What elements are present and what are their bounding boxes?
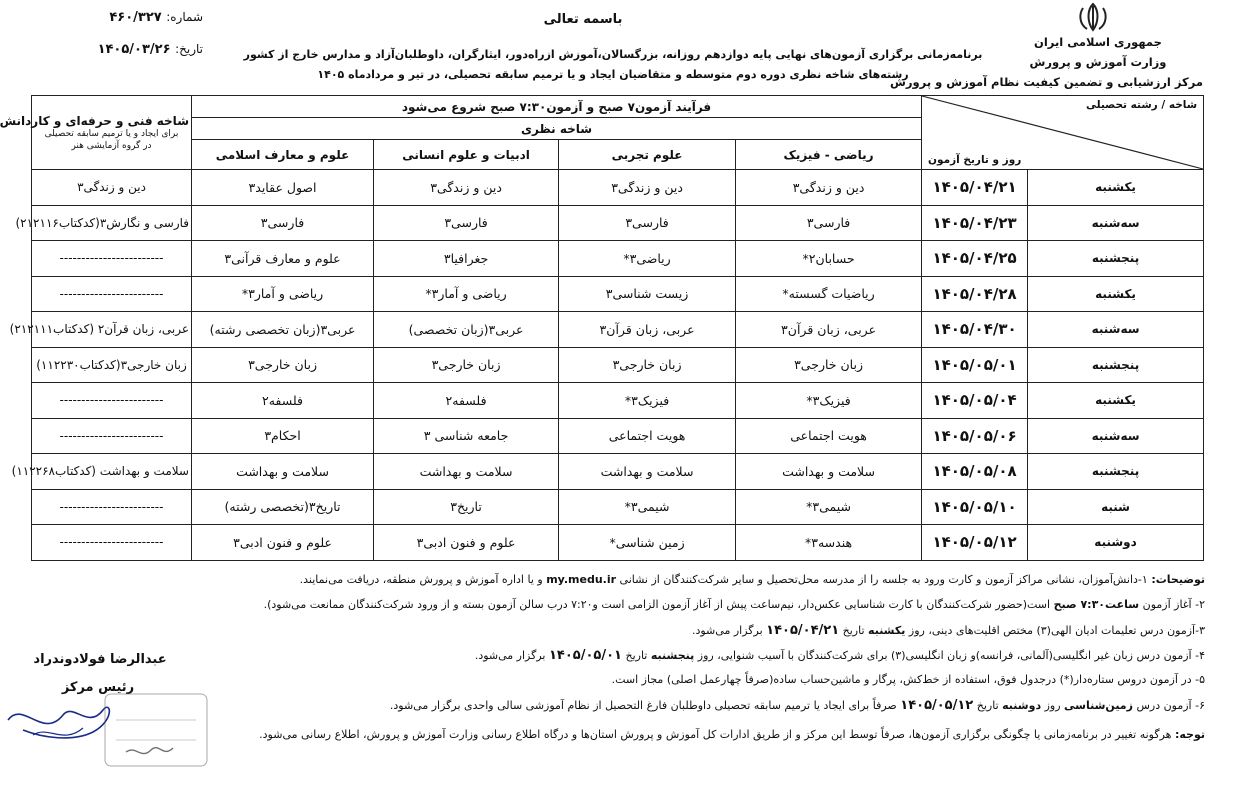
column-header-humanities: ادبیات و علوم انسانی bbox=[374, 140, 559, 170]
cell-date: ۱۴۰۵/۰۵/۰۱ bbox=[922, 347, 1028, 383]
cell-experimental: هویت اجتماعی bbox=[559, 418, 736, 454]
cell-math: هندسه۳* bbox=[736, 525, 922, 561]
cell-experimental: فیزیک۳* bbox=[559, 383, 736, 419]
table-row bbox=[32, 276, 1204, 312]
table-row bbox=[32, 170, 1204, 206]
vocational-header bbox=[0, 96, 192, 170]
note-6-subject: زمین‌شناسی bbox=[1064, 699, 1133, 712]
cell-experimental: ریاضی۳* bbox=[559, 241, 736, 277]
cell-vocational: سلامت و بهداشت (کدکتاب۱۱۲۲۶۸) bbox=[32, 454, 192, 490]
cell-experimental: زیست شناسی۳ bbox=[559, 276, 736, 312]
column-header-islamic: علوم و معارف اسلامی bbox=[192, 140, 374, 170]
date-label: تاریخ: bbox=[175, 42, 203, 56]
title-line-1: برنامه‌زمانی برگزاری آزمون‌های نهایی پایه دوازدهم روزانه، بزرگسالان،آموزش ازراه‌دور، ایثارگران، داوطلبان‌آزاد و مدارس خارج از کشور bbox=[243, 48, 983, 61]
emblem-icon bbox=[1073, 2, 1113, 32]
cell-vocational: دین و زندگی۳ bbox=[32, 170, 192, 206]
note-6 bbox=[390, 698, 1205, 713]
cell-day: پنجشنبه bbox=[1028, 241, 1204, 277]
note-6-c: روز bbox=[1044, 699, 1061, 712]
note-1-text: ۱-دانش‌آموزان، نشانی مراکز آزمون و کارت ورود به جلسه را از مدرسه محل‌تحصیل و سایر شرکت‌کنندگان از نشانی bbox=[619, 573, 1148, 586]
document-number bbox=[43, 10, 203, 25]
cell-experimental: فارسی۳ bbox=[559, 205, 736, 241]
note-3-date: ۱۴۰۵/۰۴/۲۱ bbox=[766, 623, 840, 638]
cell-day: شنبه bbox=[1028, 489, 1204, 525]
table-row bbox=[32, 347, 1204, 383]
table-row bbox=[32, 205, 1204, 241]
cell-humanities: سلامت و بهداشت bbox=[374, 454, 559, 490]
note-5: ۵- در آزمون دروس ستاره‌دار(*) درجدول فوق، استفاده از خط‌کش، پرگار و ماشین‌حساب ساده(صرفاً چهارعمل اصلی) مجاز است. bbox=[611, 673, 1205, 686]
cell-math: حسابان۲* bbox=[736, 241, 922, 277]
title-line-2: رشته‌های شاخه نظری دوره دوم متوسطه و متقاضیان ایجاد و یا ترمیم سابقه تحصیلی، در تیر و مردادماه ۱۴۰۵ bbox=[317, 68, 909, 81]
number-label: شماره: bbox=[166, 10, 203, 24]
cell-islamic: فلسفه۲ bbox=[192, 383, 374, 419]
table-row bbox=[32, 383, 1204, 419]
cell-math: زبان خارجی۳ bbox=[736, 347, 922, 383]
cell-date: ۱۴۰۵/۰۵/۰۶ bbox=[922, 418, 1028, 454]
note-4-day: پنجشنبه bbox=[650, 649, 695, 662]
cell-humanities: علوم و فنون ادبی۳ bbox=[374, 525, 559, 561]
cell-math: سلامت و بهداشت bbox=[736, 454, 922, 490]
cell-experimental: سلامت و بهداشت bbox=[559, 454, 736, 490]
cell-date: ۱۴۰۵/۰۴/۲۱ bbox=[922, 170, 1028, 206]
cell-islamic: زبان خارجی۳ bbox=[192, 347, 374, 383]
cell-day: سه‌شنبه bbox=[1028, 312, 1204, 348]
table-row bbox=[32, 418, 1204, 454]
cell-day: سه‌شنبه bbox=[1028, 205, 1204, 241]
note-2 bbox=[264, 598, 1205, 611]
official-stamp bbox=[101, 690, 211, 770]
cell-date: ۱۴۰۵/۰۴/۲۵ bbox=[922, 241, 1028, 277]
cell-math: هویت اجتماعی bbox=[736, 418, 922, 454]
cell-vocational: فارسی و نگارش۳(کدکتاب۲۱۲۱۱۶) bbox=[32, 205, 192, 241]
cell-experimental: زبان خارجی۳ bbox=[559, 347, 736, 383]
cell-islamic: علوم و فنون ادبی۳ bbox=[192, 525, 374, 561]
portal-link[interactable]: my.medu.ir bbox=[546, 573, 617, 586]
table-row bbox=[32, 525, 1204, 561]
org-line-country: جمهوری اسلامی ایران bbox=[1034, 35, 1162, 49]
note-3-e: برگزار می‌شود. bbox=[691, 624, 763, 637]
note-3-day: یکشنبه bbox=[868, 624, 906, 637]
note-4-c: تاریخ bbox=[625, 649, 648, 662]
cell-math: دین و زندگی۳ bbox=[736, 170, 922, 206]
signatory-role: رئیس مرکز bbox=[61, 680, 135, 695]
corner-header bbox=[922, 96, 1204, 170]
cell-date: ۱۴۰۵/۰۵/۱۰ bbox=[922, 489, 1028, 525]
note-1 bbox=[300, 573, 1205, 586]
cell-day: یکشنبه bbox=[1028, 276, 1204, 312]
cell-vocational: ------------------------ bbox=[32, 418, 192, 454]
cell-date: ۱۴۰۵/۰۵/۰۸ bbox=[922, 454, 1028, 490]
corner-bottom-label: روز و تاریخ آزمون bbox=[928, 154, 1022, 166]
heading: باسمه تعالی bbox=[543, 12, 623, 27]
note-2-a: ۲- آغاز آزمون bbox=[1142, 598, 1205, 611]
note-2-time: ساعت۷:۳۰ صبح bbox=[1053, 598, 1140, 611]
cell-experimental: دین و زندگی۳ bbox=[559, 170, 736, 206]
cell-vocational: ------------------------ bbox=[32, 241, 192, 277]
attention-text: هرگونه تغییر در برنامه‌زمانی یا چگونگی برگزاری آزمون‌ها، صرفاً توسط این مرکز و از طریق ادارات کل آموزش و پرورش استان‌ها و درگاه اطلاع رسانی وزارت آموزش و پرورش، اطلاع رسانی می‌شود. bbox=[259, 728, 1172, 741]
cell-experimental: عربی، زبان قرآن۳ bbox=[559, 312, 736, 348]
table-row bbox=[32, 454, 1204, 490]
note-attention bbox=[259, 728, 1205, 741]
cell-islamic: ریاضی و آمار۳* bbox=[192, 276, 374, 312]
note-4 bbox=[475, 648, 1205, 663]
cell-vocational: ------------------------ bbox=[32, 383, 192, 419]
cell-day: سه‌شنبه bbox=[1028, 418, 1204, 454]
note-6-g: صرفاً برای ایجاد یا ترمیم سابقه تحصیلی داوطلبان فارغ التحصیل از نظام آموزشی سالی واحدی برگزار می‌شود. bbox=[389, 699, 897, 712]
cell-date: ۱۴۰۵/۰۵/۱۲ bbox=[922, 525, 1028, 561]
attention-label: توجه: bbox=[1174, 728, 1205, 741]
note-6-a: ۶- آزمون درس bbox=[1136, 699, 1205, 712]
cell-islamic: احکام۳ bbox=[192, 418, 374, 454]
cell-math: فارسی۳ bbox=[736, 205, 922, 241]
cell-math: عربی، زبان قرآن۳ bbox=[736, 312, 922, 348]
process-header: فرآیند آزمون۷ صبح و آزمون۷:۳۰ صبح شروع می‌شود bbox=[192, 96, 922, 118]
cell-islamic: اصول عقاید۳ bbox=[192, 170, 374, 206]
document-date bbox=[43, 42, 203, 57]
cell-vocational: ------------------------ bbox=[32, 489, 192, 525]
cell-date: ۱۴۰۵/۰۴/۲۸ bbox=[922, 276, 1028, 312]
cell-day: دوشنبه bbox=[1028, 525, 1204, 561]
cell-islamic: علوم و معارف قرآنی۳ bbox=[192, 241, 374, 277]
table-row bbox=[32, 489, 1204, 525]
cell-vocational: ------------------------ bbox=[32, 525, 192, 561]
note-4-a: ۴- آزمون درس زبان غیر انگلیسی(آلمانی، فرانسه)و زبان انگلیسی(۳) برای شرکت‌کنندگان با آسیب شنوایی، روز bbox=[697, 649, 1205, 662]
note-6-date: ۱۴۰۵/۰۵/۱۲ bbox=[900, 698, 974, 713]
note-3 bbox=[692, 623, 1205, 638]
cell-experimental: شیمی۳* bbox=[559, 489, 736, 525]
number-value: ۴۶۰/۳۲۷ bbox=[109, 10, 162, 25]
table-row bbox=[32, 312, 1204, 348]
cell-math: ریاضیات گسسته* bbox=[736, 276, 922, 312]
cell-islamic: فارسی۳ bbox=[192, 205, 374, 241]
cell-islamic: سلامت و بهداشت bbox=[192, 454, 374, 490]
cell-humanities: زبان خارجی۳ bbox=[374, 347, 559, 383]
cell-date: ۱۴۰۵/۰۴/۲۳ bbox=[922, 205, 1028, 241]
cell-humanities: ریاضی و آمار۳* bbox=[374, 276, 559, 312]
cell-math: فیزیک۳* bbox=[736, 383, 922, 419]
cell-day: یکشنبه bbox=[1028, 383, 1204, 419]
exam-schedule-table bbox=[0, 95, 1204, 561]
cell-experimental: زمین شناسی* bbox=[559, 525, 736, 561]
org-line-ministry: وزارت آموزش و پرورش bbox=[1029, 55, 1167, 69]
cell-humanities: جامعه شناسی ۳ bbox=[374, 418, 559, 454]
cell-humanities: جغرافیا۳ bbox=[374, 241, 559, 277]
branch-header: شاخه نظری bbox=[192, 118, 922, 140]
cell-date: ۱۴۰۵/۰۵/۰۴ bbox=[922, 383, 1028, 419]
cell-vocational: زبان خارجی۳(کدکتاب۱۱۲۲۳۰) bbox=[32, 347, 192, 383]
date-value: ۱۴۰۵/۰۳/۲۶ bbox=[97, 42, 171, 57]
cell-humanities: تاریخ۳ bbox=[374, 489, 559, 525]
cell-vocational: ------------------------ bbox=[32, 276, 192, 312]
note-3-a: ۳-آزمون درس تعلیمات ادیان الهی(۳) مختص اقلیت‌های دینی، روز bbox=[908, 624, 1205, 637]
cell-math: شیمی۳* bbox=[736, 489, 922, 525]
org-line-center: مرکز ارزشیابی و تضمین کیفیت نظام آموزش و پرورش bbox=[890, 75, 1203, 89]
column-header-experimental: علوم تجربی bbox=[559, 140, 736, 170]
cell-humanities: فارسی۳ bbox=[374, 205, 559, 241]
cell-day: پنجشنبه bbox=[1028, 347, 1204, 383]
vocational-header-title: شاخه فنی و حرفه‌ای و کاردانش bbox=[0, 113, 189, 128]
table-row bbox=[32, 241, 1204, 277]
note-6-day: دوشنبه bbox=[1002, 699, 1042, 712]
cell-date: ۱۴۰۵/۰۴/۳۰ bbox=[922, 312, 1028, 348]
vocational-header-sub: برای ایجاد و یا ترمیم سابقه تحصیلی در گروه آزمایشی هنر bbox=[44, 128, 179, 151]
signatory-name: عبدالرضا فولادوندراد bbox=[33, 652, 167, 667]
cell-islamic: تاریخ۳(تخصصی رشته) bbox=[192, 489, 374, 525]
note-2-c: است(حضور شرکت‌کنندگان با کارت شناسایی عکس‌دار، نیم‌ساعت پیش از آغاز آزمون الزامی است و۷:۲۰ درب سالن آزمون بسته و از ورود شرکت‌کنندگان ممانعت می‌شود). bbox=[263, 598, 1051, 611]
note-4-e: برگزار می‌شود. bbox=[474, 649, 546, 662]
cell-vocational: عربی، زبان قرآن۲ (کدکتاب۲۱۲۱۱۱) bbox=[32, 312, 192, 348]
corner-top-label: شاخه / رشته تحصیلی bbox=[1085, 99, 1198, 111]
notes-label: توضیحات: bbox=[1151, 573, 1205, 586]
cell-islamic: عربی۳(زبان تخصصی رشته) bbox=[192, 312, 374, 348]
note-4-date: ۱۴۰۵/۰۵/۰۱ bbox=[549, 648, 622, 663]
column-header-math: ریاضی - فیزیک bbox=[736, 140, 922, 170]
cell-humanities: فلسفه۲ bbox=[374, 383, 559, 419]
cell-humanities: دین و زندگی۳ bbox=[374, 170, 559, 206]
note-6-e: تاریخ bbox=[976, 699, 999, 712]
cell-day: پنجشنبه bbox=[1028, 454, 1204, 490]
cell-humanities: عربی۳(زبان تخصصی) bbox=[374, 312, 559, 348]
note-3-c: تاریخ bbox=[842, 624, 865, 637]
cell-day: یکشنبه bbox=[1028, 170, 1204, 206]
note-1-tail: و یا اداره آموزش و پرورش منطقه، دریافت می‌نمایند. bbox=[299, 573, 543, 586]
